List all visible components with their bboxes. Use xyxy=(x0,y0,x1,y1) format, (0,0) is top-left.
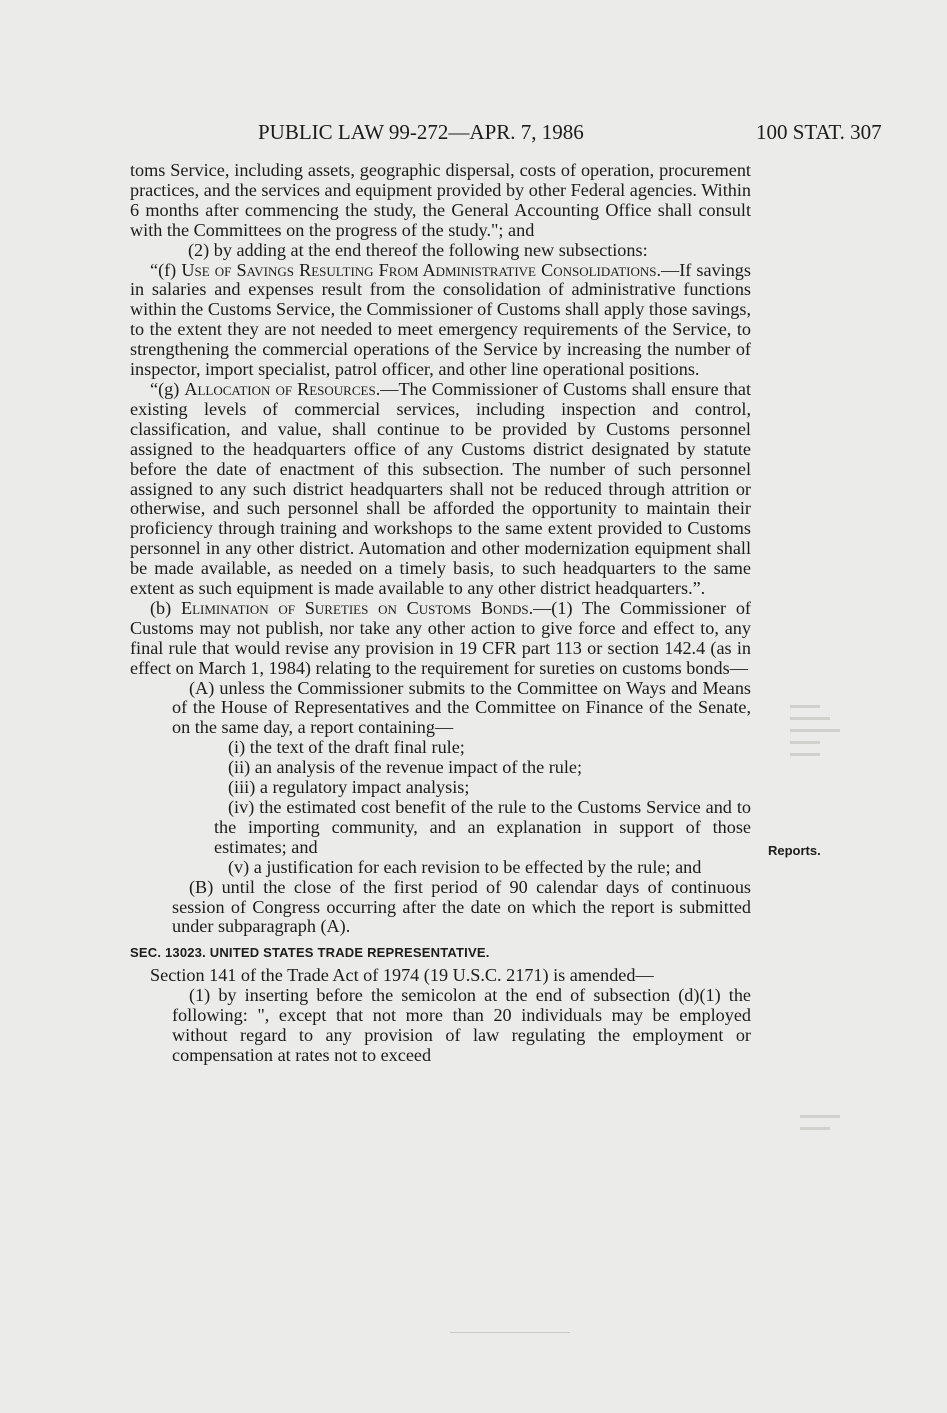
subsection-text: .—(1) The Commissioner of Customs may not publish, nor take any other action to give force and effect to, any final rule that would revise any provision in 19 CFR part 113 or section 142.4 (as in effect on March 1, 1984) relating to the requirement for sureties on customs bonds— xyxy=(130,597,751,678)
subsection-b xyxy=(130,599,751,679)
paragraph: (2) by adding at the end thereof the following new subsections: xyxy=(188,239,648,260)
subsection-label: (b) xyxy=(150,597,181,618)
clause-iv: (iv) the estimated cost benefit of the rule to the Customs Service and to the importing community, and an explanation in support of those estimates; and xyxy=(214,797,751,857)
clause-iii: (iii) a regulatory impact analysis; xyxy=(228,777,470,798)
subsection-f xyxy=(130,261,751,380)
bleed-through-text: ▬▬▬▬ ▬▬▬ xyxy=(800,1110,840,1133)
subsection-text: .—The Commissioner of Customs shall ensure that existing levels of commercial services, including inspection and control, classification, and value, shall continue to be provided by Customs personnel assigned to the headquarters office of any Customs district designated by statute before the date of enactment of this subsection. The number of such personnel assigned to any such district headquarters shall not be reduced through attrition or otherwise, and such personnel shall be afforded the opportunity to maintain their proficiency through training and workshops to the same extent provided to Customs personnel in any other district. Automation and other modernization equipment shall be made available, as needed on a timely basis, to such headquarters to the same extent as such equipment is made available to any other district headquarters.”. xyxy=(130,378,751,599)
clause-i: (i) the text of the draft final rule; xyxy=(228,737,465,758)
page-header xyxy=(0,120,947,150)
clause-1: (1) by inserting before the semicolon at the end of subsection (d)(1) the following: ", except that not more than 20 individuals may be employed without regard to any provision of law regulating the employment or compensation at rates not to exceed xyxy=(172,985,751,1065)
subsection-text: .—If savings in salaries and expenses result from the consolidation of administrative functions within the Customs Service, the Commissioner of Customs shall apply those savings, to the extent they are not needed to meet emergency requirements of the Service, to strengthening the commercial operations of the Service by increasing the number of inspector, import specialist, patrol officer, and other line operational positions. xyxy=(130,259,751,380)
clause-B: (B) until the close of the first period of 90 calendar days of continuous session of Congress occurring after the date on which the report is submitted under subparagraph (A). xyxy=(172,876,751,937)
clause-ii: (ii) an analysis of the revenue impact of the rule; xyxy=(228,757,583,778)
subsection-heading: Allocation of Resources xyxy=(184,378,376,399)
paragraph: Section 141 of the Trade Act of 1974 (19 U.S.C. 2171) is amended— xyxy=(150,965,654,986)
subsection-heading: Use of Savings Resulting From Administrative Consolidations xyxy=(181,259,657,280)
subsection-label: “(g) xyxy=(150,378,185,399)
clause-v: (v) a justification for each revision to be effected by the rule; and xyxy=(228,856,702,877)
section-heading: SEC. 13023. UNITED STATES TRADE REPRESENTATIVE. xyxy=(130,945,490,961)
margin-note-reports: Reports. xyxy=(768,843,821,858)
stat-page-number: 100 STAT. 307 xyxy=(756,120,882,144)
subsection-heading: Elimination of Sureties on Customs Bonds xyxy=(180,597,529,618)
footer-rule xyxy=(450,1332,570,1333)
running-title: PUBLIC LAW 99-272—APR. 7, 1986 xyxy=(258,120,584,144)
paragraph: toms Service, including assets, geographic dispersal, costs of operation, procurement practices, and the services and equipment provided by other Federal agencies. Within 6 months after commencing the study, the General Accounting Office shall consult with the Committees on the progress of the study."; and xyxy=(130,160,751,240)
clause-A: (A) unless the Commissioner submits to the Committee on Ways and Means of the House of Representatives and the Committee on Finance of the Senate, on the same day, a report containing— xyxy=(172,677,751,738)
bleed-through-text: ▬▬▬ ▬▬▬▬ ▬▬▬▬▬ ▬▬▬ ▬▬▬ xyxy=(790,700,840,759)
subsection-g xyxy=(130,380,751,599)
subsection-label: “(f) xyxy=(150,259,182,280)
body-text xyxy=(130,161,751,1066)
